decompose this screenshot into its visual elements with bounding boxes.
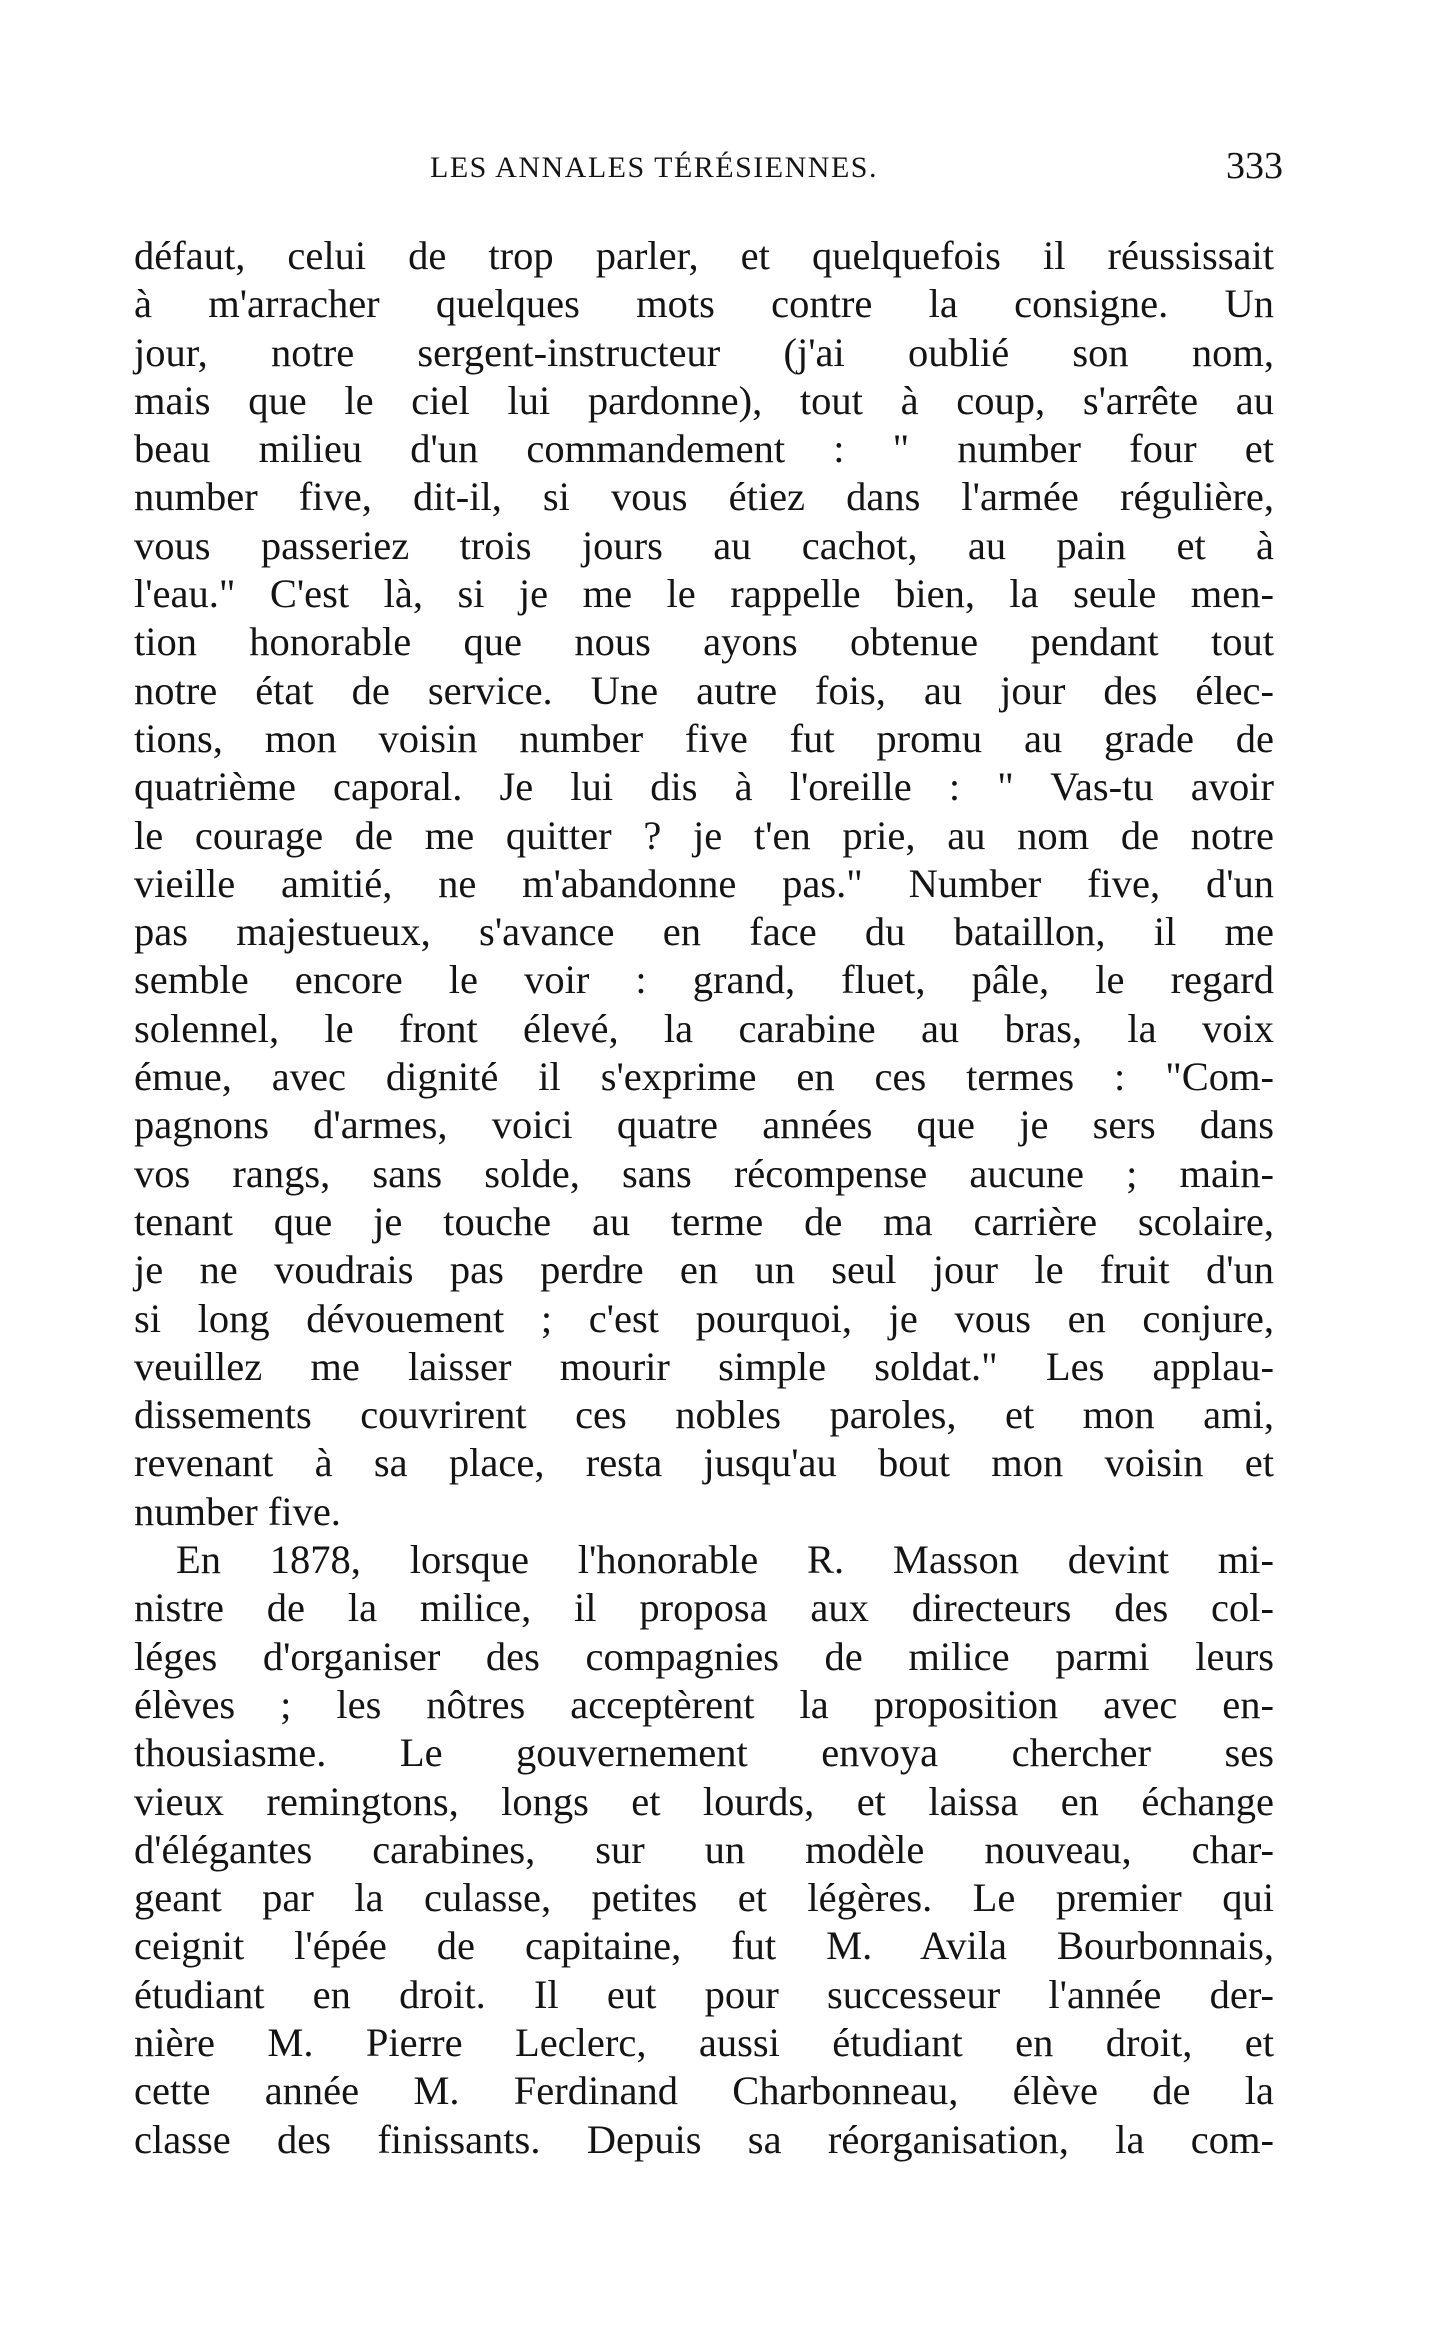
text-line: étudiant en droit. Il eut pour successeur l'année der- [134, 1971, 1274, 2017]
text-line: dissements couvrirent ces nobles paroles, et mon ami, [134, 1392, 1274, 1438]
body-text [134, 232, 1274, 2164]
text-line: tion honorable que nous ayons obtenue pendant tout [134, 619, 1274, 665]
text-line: mais que le ciel lui pardonne), tout à coup, s'arrête au [134, 377, 1274, 423]
text-line: vous passeriez trois jours au cachot, au pain et à [134, 522, 1274, 568]
text-line: si long dévouement ; c'est pourquoi, je vous en conjure, [134, 1295, 1274, 1341]
text-line: vieux remingtons, longs et lourds, et laissa en échange [134, 1778, 1274, 1824]
text-line: jour, notre sergent-instructeur (j'ai oublié son nom, [134, 329, 1274, 375]
text-line: beau milieu d'un commandement : " number four et [134, 426, 1274, 472]
text-line: d'élégantes carabines, sur un modèle nouveau, char- [134, 1826, 1274, 1872]
text-line: thousiasme. Le gouvernement envoya chercher ses [134, 1730, 1274, 1776]
text-line: ceignit l'épée de capitaine, fut M. Avila Bourbonnais, [134, 1923, 1274, 1969]
text-line: semble encore le voir : grand, fluet, pâle, le regard [134, 957, 1274, 1003]
text-line: défaut, celui de trop parler, et quelquefois il réussissait [134, 233, 1274, 278]
text-line: tenant que je touche au terme de ma carrière scolaire, [134, 1198, 1274, 1244]
text-line: nistre de la milice, il proposa aux directeurs des col- [134, 1585, 1274, 1631]
text-line: geant par la culasse, petites et légères. Le premier qui [134, 1875, 1274, 1921]
text-line: veuillez me laisser mourir simple soldat." Les applau- [134, 1343, 1274, 1389]
text-line: solennel, le front élevé, la carabine au bras, la voix [134, 1005, 1274, 1051]
text-line: classe des finissants. Depuis sa réorganisation, la com- [134, 2116, 1274, 2162]
text-line: cette année M. Ferdinand Charbonneau, élève de la [134, 2068, 1274, 2114]
text-line: notre état de service. Une autre fois, au jour des élec- [134, 667, 1274, 713]
text-line: En 1878, lorsque l'honorable R. Masson devint mi- [176, 1537, 1274, 1583]
text-line: élèves ; les nôtres acceptèrent la proposition avec en- [134, 1681, 1274, 1727]
text-line: vos rangs, sans solde, sans récompense aucune ; main- [134, 1150, 1274, 1196]
text-line: l'eau." C'est là, si je me le rappelle bien, la seule men- [134, 571, 1274, 617]
text-line: nière M. Pierre Leclerc, aussi étudiant en droit, et [134, 2019, 1274, 2065]
text-line: revenant à sa place, resta jusqu'au bout mon voisin et [134, 1440, 1274, 1486]
page-number: 333 [1226, 145, 1283, 187]
text-line: je ne voudrais pas perdre en un seul jour le fruit d'un [134, 1247, 1274, 1293]
text-line: quatrième caporal. Je lui dis à l'oreille : " Vas-tu avoir [134, 764, 1274, 810]
text-line: number five. [134, 1488, 341, 1534]
text-line: pagnons d'armes, voici quatre années que je sers dans [134, 1102, 1274, 1148]
running-head: LES ANNALES TÉRÉSIENNES. [430, 151, 878, 184]
text-line: pas majestueux, s'avance en face du bataillon, il me [134, 909, 1274, 955]
text-line: à m'arracher quelques mots contre la consigne. Un [134, 281, 1274, 327]
text-line: tions, mon voisin number five fut promu au grade de [134, 715, 1274, 761]
text-line: léges d'organiser des compagnies de milice parmi leurs [134, 1633, 1274, 1679]
text-line: le courage de me quitter ? je t'en prie, au nom de notre [134, 812, 1274, 858]
text-line: émue, avec dignité il s'exprime en ces termes : "Com- [134, 1054, 1274, 1100]
text-line: number five, dit-il, si vous étiez dans l'armée régulière, [134, 474, 1274, 520]
text-line: vieille amitié, ne m'abandonne pas." Number five, d'un [134, 860, 1274, 906]
